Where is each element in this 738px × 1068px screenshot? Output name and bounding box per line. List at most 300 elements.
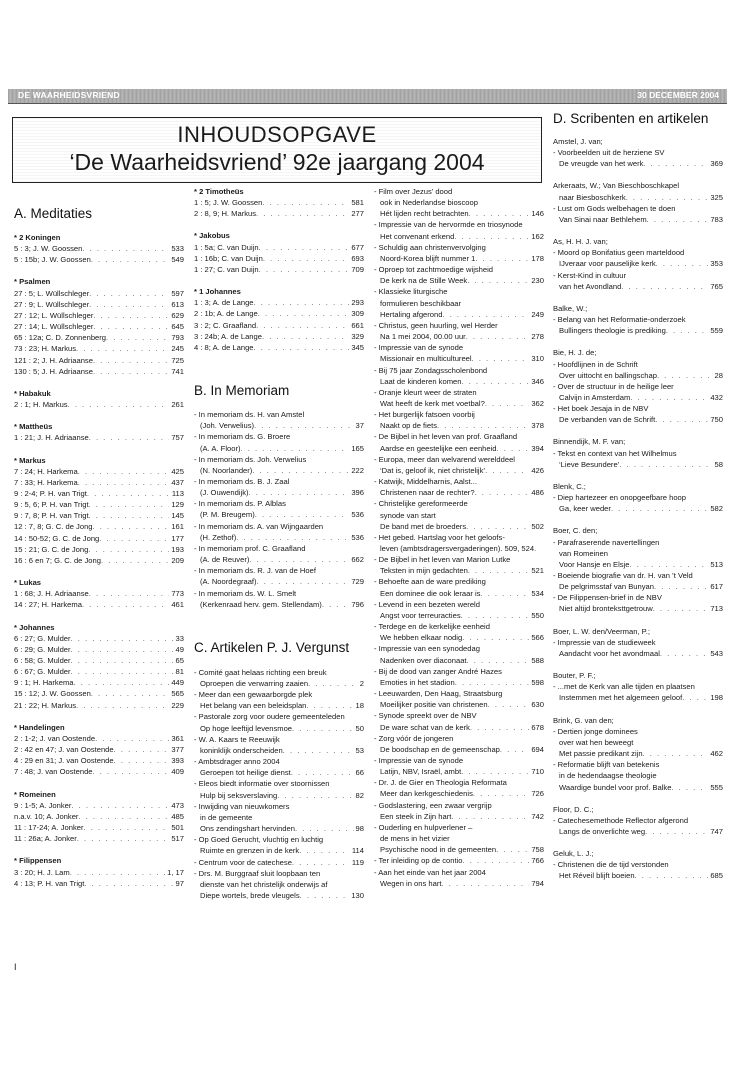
- dot-leader: [114, 755, 170, 766]
- dot-leader: [89, 299, 169, 310]
- entry-title: (Kerkenraad herv. gem. Stellendam): [200, 599, 322, 609]
- entry-page-number: 49: [175, 644, 184, 654]
- entry-title: 4 : 13; P. H. van Trigt: [14, 878, 85, 888]
- toc-entry: [553, 158, 723, 169]
- toc-entry: [14, 343, 184, 354]
- entry-page-number: 394: [531, 443, 544, 453]
- dot-leader: [469, 208, 530, 219]
- entry-page-number: 534: [531, 588, 544, 598]
- entry-title: 2 : 8, 9; H. Markus: [194, 209, 257, 219]
- dot-leader: [470, 722, 529, 733]
- dot-leader: [466, 521, 529, 532]
- entry-line: de mens in het vizier: [380, 834, 450, 844]
- spacer: [14, 444, 184, 455]
- entry-page-number: 597: [171, 288, 184, 298]
- entry-line: - Moord op Bonifatius geen marteldood: [553, 248, 685, 258]
- entry-page-number: 178: [531, 253, 544, 263]
- toc-entry: [194, 242, 364, 253]
- entry-title: De vreugde van het werk: [559, 159, 644, 169]
- entry-line: - Lust om Gods welbehagen te doen: [553, 203, 676, 213]
- dot-leader: [463, 855, 530, 866]
- spacer: [14, 778, 184, 789]
- spacer: [14, 611, 184, 622]
- entry-title: 27 : 5; L. Wüllschleger: [14, 288, 90, 298]
- entry-title: naar Biesboschkerk: [559, 192, 626, 202]
- dot-leader: [472, 353, 530, 364]
- toc-entry: [374, 376, 544, 387]
- dot-leader: [76, 343, 169, 354]
- entry-title: 7 : 48; J. van Oostende: [14, 767, 93, 777]
- dot-leader: [308, 678, 358, 689]
- entry-title: 6 : 67; G. Mulder: [14, 667, 71, 677]
- toc-entry: [553, 870, 723, 881]
- toc-entry: [374, 588, 544, 599]
- entry-title: Ruimte en grenzen in de kerk: [200, 846, 300, 856]
- dot-leader: [488, 699, 530, 710]
- entry-page-number: 293: [351, 298, 364, 308]
- dot-leader: [99, 533, 169, 544]
- entry-page-number: 742: [531, 811, 544, 821]
- entry-line: - Comité gaat helaas richting een breuk: [194, 667, 327, 677]
- entry-page-number: 325: [710, 192, 723, 202]
- entry-page-number: 765: [710, 281, 723, 291]
- entry-page-number: 449: [171, 678, 184, 688]
- entry-page-number: 645: [171, 322, 184, 332]
- entry-page-number: 501: [171, 823, 184, 833]
- entry-line: - Katwijk, Middelharnis, Aalst...: [374, 477, 477, 487]
- toc-entry: [194, 532, 364, 543]
- dot-leader: [534, 543, 542, 554]
- dot-leader: [291, 767, 354, 778]
- entry-line: dienste van het christelijk onderwijs af: [200, 879, 328, 889]
- entry-line: - In memoriam ds. G. Broere: [194, 432, 291, 442]
- dot-leader: [82, 243, 169, 254]
- dot-leader: [635, 870, 709, 881]
- toc-entry: [194, 308, 364, 319]
- entry-title: IJveraar voor pauselijke kerk: [559, 259, 656, 269]
- entry-line: - Klassieke liturgische: [374, 287, 448, 297]
- dot-leader: [467, 275, 529, 286]
- entry-title: 27 : 12; L. Wüllschleger: [14, 310, 94, 320]
- dot-leader: [89, 588, 170, 599]
- toc-entry: [14, 766, 184, 777]
- toc-entry: [14, 833, 184, 844]
- entry-line: - Kerst-Kind in cultuur: [553, 270, 627, 280]
- entry-line: - De Bijbel in het leven van prof. Graafland: [374, 432, 518, 442]
- toc-entry: [374, 543, 544, 554]
- entry-line: - Voorbeelden uit de herziene SV: [553, 148, 665, 158]
- toc-entry: [374, 744, 544, 755]
- title-box: [12, 117, 542, 183]
- dot-leader: [84, 822, 170, 833]
- entry-line: - Zorg vóór de jongeren: [374, 733, 454, 743]
- entry-line: - Het boek Jesaja in de NBV: [553, 404, 649, 414]
- dot-leader: [277, 790, 353, 801]
- toc-entry: [374, 353, 544, 364]
- entry-title: 14 : 50-52; G. C. de Jong: [14, 533, 100, 543]
- entry-page-number: 536: [351, 510, 364, 520]
- toc-entry: [14, 332, 184, 343]
- toc-entry: [194, 678, 364, 689]
- entry-page-number: 369: [710, 159, 723, 169]
- dot-leader: [93, 366, 169, 377]
- dot-leader: [88, 544, 169, 555]
- entry-title: Een dominee die ook leraar is: [380, 588, 481, 598]
- entry-page-number: 345: [351, 342, 364, 352]
- entry-line: Bie, H. J. de;: [553, 348, 597, 358]
- entry-page-number: 694: [531, 744, 544, 754]
- entry-line: in de hedendaagse theologie: [559, 771, 657, 781]
- entry-page-number: 82: [355, 790, 364, 800]
- column-meditaties: [14, 206, 184, 889]
- toc-entry: [14, 355, 184, 366]
- entry-line: - Eleos biedt informatie over stoornissen: [194, 779, 330, 789]
- entry-title: (J. Ouwendijk): [200, 488, 249, 498]
- entry-line: - Meer dan een gewaarborgde plek: [194, 690, 313, 700]
- toc-entry: [14, 466, 184, 477]
- dot-leader: [475, 253, 529, 264]
- entry-line: - Terdege en de kerkelijke eenheid: [374, 622, 490, 632]
- spacer: [553, 615, 723, 626]
- toc-entry: [553, 603, 723, 614]
- dot-leader: [454, 231, 529, 242]
- toc-entry: [374, 855, 544, 866]
- toc-entry: [194, 465, 364, 476]
- dot-leader: [249, 487, 350, 498]
- dot-leader: [292, 857, 350, 868]
- entry-title: 4 : 29 en 31; J. van Oostende: [14, 756, 114, 766]
- dot-leader: [262, 331, 349, 342]
- book-heading: * Filippensen: [14, 856, 62, 866]
- toc-entry: [14, 310, 184, 321]
- entry-title: De band met de broeders: [380, 521, 467, 531]
- entry-page-number: 1, 17: [167, 867, 184, 877]
- entry-page-number: 559: [710, 326, 723, 336]
- entry-title: De verbanden van de Schrift: [559, 415, 656, 425]
- toc-entry: [194, 297, 364, 308]
- entry-title: Hét lijden recht betrachten: [380, 209, 469, 219]
- entry-title: Waardige bundel voor prof. Balke: [559, 782, 672, 792]
- toc-entry: [553, 459, 723, 470]
- entry-page-number: 130: [351, 890, 364, 900]
- book-heading: * Habakuk: [14, 388, 51, 398]
- dot-leader: [78, 477, 170, 488]
- entry-page-number: 750: [710, 415, 723, 425]
- entry-title: 4 : 8; A. de Lange: [194, 342, 254, 352]
- toc-entry: [14, 243, 184, 254]
- entry-page-number: 566: [531, 633, 544, 643]
- dot-leader: [257, 576, 350, 587]
- dot-leader: [71, 655, 174, 666]
- entry-page-number: 629: [171, 310, 184, 320]
- toc-entry: [194, 342, 364, 353]
- entry-title: Meer dan kerkgeschiedenis: [380, 789, 473, 799]
- toc-entry: [194, 767, 364, 778]
- entry-line: - De Filippensen-brief in de NBV: [553, 593, 662, 603]
- dot-leader: [78, 466, 170, 477]
- entry-title: Aardse en geestelijke een eenheid: [380, 443, 497, 453]
- entry-title: 1 : 21; J. H. Adriaanse: [14, 433, 89, 443]
- entry-title: Aandacht voor het avondmaal: [559, 648, 660, 658]
- toc-entry: [553, 392, 723, 403]
- entry-line: Blenk, C.;: [553, 481, 586, 491]
- entry-title: Na 1 mei 2004, 00.00 uur: [380, 332, 466, 342]
- entry-page-number: 677: [351, 242, 364, 252]
- dot-leader: [91, 254, 170, 265]
- dot-leader: [666, 325, 709, 336]
- entry-page-number: 693: [351, 253, 364, 263]
- entry-page-number: 517: [171, 834, 184, 844]
- dot-leader: [497, 443, 530, 454]
- entry-title: koninklijk onderscheiden: [200, 745, 283, 755]
- column-scribenten: [553, 111, 723, 882]
- entry-title: 2 : 42 en 47; J. van Oostende: [14, 745, 114, 755]
- toc-entry: [374, 811, 544, 822]
- entry-title: 6 : 58; G. Mulder: [14, 656, 71, 665]
- dot-leader: [252, 465, 349, 476]
- toc-entry: [553, 581, 723, 592]
- dot-leader: [619, 459, 712, 470]
- entry-title: 6 : 29; G. Mulder: [14, 644, 71, 654]
- dot-leader: [74, 677, 170, 688]
- entry-page-number: 33: [175, 633, 184, 643]
- entry-title: 12 : 7, 8; G. C. de Jong: [14, 522, 93, 532]
- entry-line: - Op Goed Gerucht, vluchtig en luchtig: [194, 835, 324, 845]
- entry-line: Bouter, P. F.;: [553, 671, 596, 681]
- entry-page-number: 473: [171, 800, 184, 810]
- dot-leader: [89, 288, 169, 299]
- entry-title: Niet altijd bronteksttgetrouw: [559, 604, 653, 614]
- toc-entry: [14, 744, 184, 755]
- entry-page-number: 565: [171, 689, 184, 699]
- column-third: [374, 186, 544, 889]
- scribenten-list: [553, 136, 723, 882]
- column-second: [194, 186, 364, 901]
- entry-title: 9 : 2-4; P. H. van Trigt: [14, 488, 87, 498]
- section-heading-in-memoriam: B. In Memoriam: [194, 383, 290, 399]
- dot-leader: [236, 532, 349, 543]
- entry-page-number: 709: [351, 264, 364, 274]
- toc-entry: [194, 443, 364, 454]
- in-memoriam-list: [194, 409, 364, 610]
- toc-entry: [14, 644, 184, 655]
- entry-title: 15 : 12; J. W. Goossen: [14, 689, 91, 699]
- entry-title: 2 : 1-2; J. van Oostende: [14, 733, 96, 743]
- entry-title: 5 : 3; J. W. Goossen: [14, 244, 83, 254]
- entry-title: Wat heeft de kerk met voetbal?: [380, 398, 485, 408]
- spacer: [553, 336, 723, 347]
- dot-leader: [93, 766, 170, 777]
- entry-line: Floor, D. C.;: [553, 804, 594, 814]
- entry-title: van het Avondland: [559, 281, 622, 291]
- toc-entry: [194, 845, 364, 856]
- toc-entry: [14, 254, 184, 265]
- entry-page-number: 486: [531, 488, 544, 498]
- dot-leader: [660, 648, 708, 659]
- entry-line: - Belang van het Reformatie-onderzoek: [553, 315, 686, 325]
- dot-leader: [643, 158, 708, 169]
- entry-line: Boer, L. W. den/Veerman, P.;: [553, 626, 650, 636]
- entry-title: Emoties in het stadion: [380, 677, 455, 687]
- dot-leader: [71, 666, 174, 677]
- entry-title: 5 : 15b; J. W. Goossen: [14, 255, 91, 265]
- entry-title: (A. Noordegraaf): [200, 577, 257, 587]
- entry-page-number: 362: [531, 398, 544, 408]
- entry-page-number: 65: [175, 656, 184, 665]
- dot-leader: [467, 655, 530, 666]
- entry-page-number: 37: [355, 421, 364, 431]
- spacer: [194, 219, 364, 230]
- dot-leader: [656, 258, 709, 269]
- entry-title: De kerk na de Stille Week: [380, 276, 468, 286]
- entry-title: Wegen in ons hart: [380, 878, 442, 888]
- dot-leader: [645, 826, 708, 837]
- toc-entry: [553, 648, 723, 659]
- artikelen-list: [194, 667, 364, 901]
- spacer: [14, 566, 184, 577]
- entry-page-number: 425: [171, 466, 184, 476]
- toc-entry: [374, 722, 544, 733]
- dot-leader: [93, 321, 169, 332]
- book-heading: * 1 Johannes: [194, 287, 241, 297]
- toc-entry: [374, 309, 544, 320]
- entry-page-number: 485: [171, 811, 184, 821]
- entry-page-number: 145: [171, 511, 184, 521]
- dot-leader: [84, 878, 173, 889]
- toc-entry: [194, 745, 364, 756]
- dot-leader: [442, 309, 529, 320]
- toc-entry: [14, 688, 184, 699]
- toc-entry: [14, 588, 184, 599]
- dot-leader: [259, 242, 350, 253]
- entry-page-number: 536: [351, 532, 364, 542]
- entry-title: 2 : 1b; A. de Lange: [194, 309, 258, 319]
- entry-page-number: 245: [171, 344, 184, 354]
- entry-title: 73 : 23; H. Markus: [14, 344, 77, 354]
- dot-leader: [461, 376, 529, 387]
- entry-title: Het Réveil blijft boeien: [559, 871, 635, 881]
- entry-page-number: 393: [171, 756, 184, 766]
- toc-entry: [194, 253, 364, 264]
- entry-title: 27 : 9; L. Wüllschleger: [14, 299, 90, 309]
- toc-entry: [14, 366, 184, 377]
- dot-leader: [262, 197, 349, 208]
- toc-entry: [14, 521, 184, 532]
- toc-entry: [374, 677, 544, 688]
- dot-leader: [78, 811, 169, 822]
- toc-entry: [14, 544, 184, 555]
- entry-line: Boer, C. den;: [553, 526, 598, 536]
- entry-page-number: 222: [351, 465, 364, 475]
- entry-page-number: 513: [710, 559, 723, 569]
- toc-entry: [374, 699, 544, 710]
- dot-leader: [500, 744, 529, 755]
- dot-leader: [643, 748, 709, 759]
- entry-line: - In memoriam ds. A. van Wijngaarden: [194, 521, 324, 531]
- entry-line: - Levend in een bezeten wereld: [374, 599, 480, 609]
- entry-page-number: 209: [171, 555, 184, 565]
- entry-line: - Het gebed. Hartslag voor het geloofs-: [374, 532, 505, 542]
- spacer: [553, 225, 723, 236]
- toc-entry: [553, 192, 723, 203]
- entry-line: - Oproep tot zachtmoedige wijsheid: [374, 265, 494, 275]
- dot-leader: [475, 487, 530, 498]
- entry-page-number: 66: [355, 768, 364, 778]
- spacer: [14, 844, 184, 855]
- entry-page-number: 230: [531, 276, 544, 286]
- dot-leader: [254, 420, 354, 431]
- entry-page-number: 97: [175, 878, 184, 888]
- meditaties-list-continued: [194, 186, 364, 353]
- entry-page-number: 757: [171, 433, 184, 443]
- entry-page-number: 432: [710, 392, 723, 402]
- toc-entry: [194, 700, 364, 711]
- entry-page-number: 741: [171, 366, 184, 376]
- entry-page-number: 521: [531, 566, 544, 576]
- toc-entry: [14, 878, 184, 889]
- entry-line: - In memoriam ds. W. L. Smelt: [194, 588, 297, 598]
- dot-leader: [95, 733, 169, 744]
- entry-page-number: 543: [710, 648, 723, 658]
- dot-leader: [630, 559, 709, 570]
- entry-title: 21 : 22; H. Markus: [14, 700, 77, 710]
- entry-page-number: 58: [714, 459, 723, 469]
- section-heading-meditaties: A. Meditaties: [14, 206, 93, 221]
- entry-page-number: 796: [351, 599, 364, 609]
- dot-leader: [89, 510, 170, 521]
- entry-line: Arkeraats, W.; Van Bieschboschkapel: [553, 181, 680, 191]
- entry-title: - Ter inleiding op de contio: [374, 856, 463, 866]
- running-header: [8, 89, 727, 104]
- dot-leader: [292, 723, 354, 734]
- entry-title: 1 : 5a; C. van Duijn: [194, 242, 259, 252]
- toc-entry: [374, 420, 544, 431]
- toc-entry: [14, 399, 184, 410]
- toc-entry: [14, 700, 184, 711]
- entry-line: - Ouderling en hulpverlener –: [374, 822, 473, 832]
- entry-page-number: 713: [710, 604, 723, 614]
- dot-leader: [71, 800, 169, 811]
- entry-page-number: 598: [531, 677, 544, 687]
- entry-page-number: 378: [531, 421, 544, 431]
- entry-title: 11 : 17-24; A. Jonker: [14, 823, 84, 833]
- toc-entry: [14, 432, 184, 443]
- toc-entry: [194, 487, 364, 498]
- publication-name: DE WAARHEIDSVRIEND: [18, 90, 120, 100]
- entry-title: Oproepen die verwarring zaaien: [200, 679, 309, 688]
- entry-page-number: 28: [714, 370, 723, 380]
- entry-page-number: 426: [531, 465, 544, 475]
- dot-leader: [263, 253, 350, 264]
- dot-leader: [654, 581, 708, 592]
- entry-page-number: 18: [355, 701, 364, 711]
- dot-leader: [71, 644, 174, 655]
- toc-entry: [14, 666, 184, 677]
- meditaties-list: [14, 232, 184, 889]
- toc-entry: [553, 782, 723, 793]
- toc-entry: [374, 655, 544, 666]
- entry-title: Geroepen tot heilige dienst: [200, 768, 291, 778]
- entry-title: leven (ambtsdragersvergaderingen). 509, 524: [380, 544, 535, 553]
- entry-line: - Impressie van de synode: [374, 343, 464, 353]
- toc-entry: [374, 275, 544, 286]
- page-number: I: [14, 962, 17, 972]
- entry-line: - Dertien jonge dominees: [553, 726, 638, 736]
- toc-entry: [14, 510, 184, 521]
- toc-entry: [194, 197, 364, 208]
- entry-line: - Schuldig aan christenvervolging: [374, 242, 486, 252]
- dot-leader: [114, 744, 170, 755]
